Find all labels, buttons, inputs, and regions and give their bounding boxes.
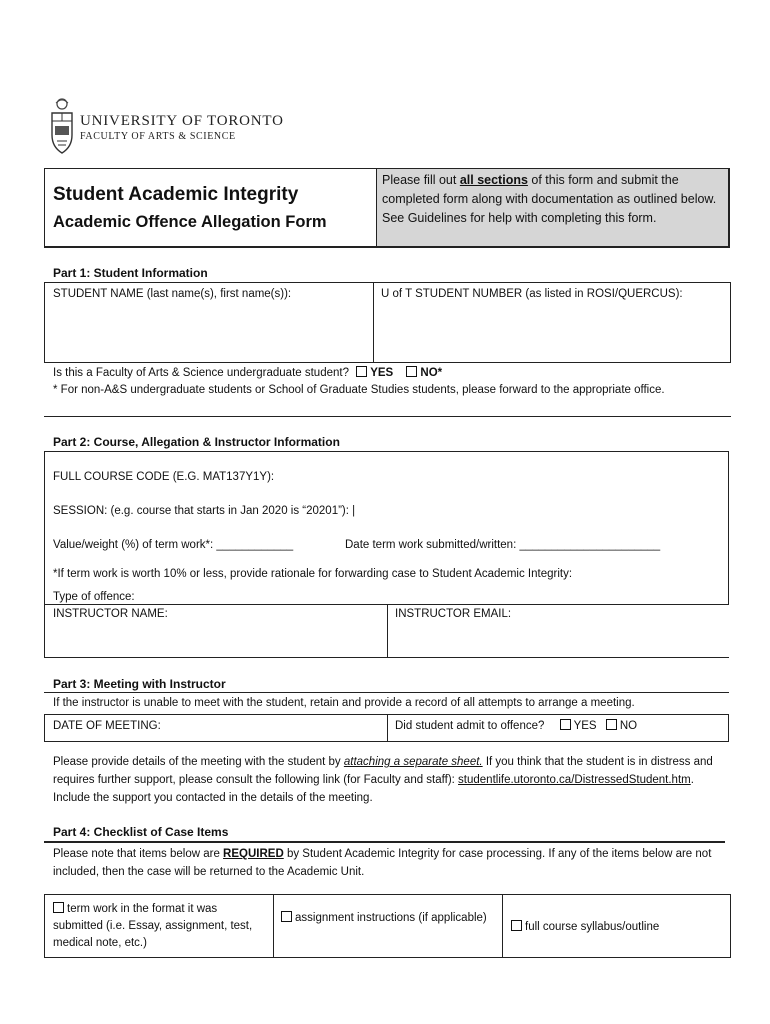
checkbox-icon[interactable]: [511, 920, 522, 931]
meeting-date-field[interactable]: DATE OF MEETING:: [53, 720, 161, 732]
faculty-name: FACULTY OF ARTS & SCIENCE: [80, 131, 236, 142]
separate-sheet-link[interactable]: attaching a separate sheet.: [343, 756, 483, 768]
checkbox-icon[interactable]: [53, 902, 64, 913]
weight-field[interactable]: Value/weight (%) of term work*: ____________: [53, 539, 294, 551]
instructor-name-field[interactable]: INSTRUCTOR NAME:: [53, 608, 168, 620]
part3-heading: Part 3: Meeting with Instructor: [53, 677, 226, 691]
instructor-email-field[interactable]: INSTRUCTOR EMAIL:: [395, 608, 512, 620]
course-code-field[interactable]: FULL COURSE CODE (E.G. MAT137Y1Y):: [53, 471, 275, 483]
part4-note: Please note that items below are REQUIRED by Student Academic Integrity for case processing. If any of the items below are not included, then the case will be returned to the Academic Unit.: [53, 848, 712, 878]
student-name-field[interactable]: STUDENT NAME (last name(s), first name(s)):: [53, 288, 292, 300]
part4-rule: [44, 841, 725, 843]
part1-bottom-rule: [44, 416, 731, 417]
university-name: UNIVERSITY OF TORONTO: [80, 113, 284, 129]
rationale-field[interactable]: *If term work is worth 10% or less, provide rationale for forwarding case to Student Academic Integrity:: [53, 568, 573, 580]
part3-intro: If the instructor is unable to meet with the student, retain and provide a record of all attempts to arrange a meeting.: [53, 697, 635, 709]
yes-checkbox[interactable]: [356, 366, 367, 377]
date-submitted-field[interactable]: Date term work submitted/written: ______________________: [345, 539, 661, 551]
admit-no-checkbox[interactable]: [606, 719, 617, 730]
no-label: NO*: [420, 367, 443, 379]
crest-icon: [50, 97, 74, 155]
part2-heading: Part 2: Course, Allegation & Instructor Information: [53, 435, 340, 449]
form-title: Student Academic Integrity: [53, 184, 299, 205]
yes-label: YES: [370, 367, 394, 379]
checklist-item-instructions[interactable]: assignment instructions (if applicable): [281, 910, 493, 927]
part3-rule: [44, 692, 729, 693]
part4-heading: Part 4: Checklist of Case Items: [53, 825, 229, 839]
form-title-box: [44, 168, 376, 248]
form-subtitle: Academic Offence Allegation Form: [53, 213, 327, 231]
instructions-text: Please fill out all sections of this form and submit the completed form along with documentation as outlined below. See Guidelines for help with completing this form.: [382, 173, 717, 225]
offence-type-field[interactable]: Type of offence:: [53, 591, 135, 603]
no-checkbox[interactable]: [406, 366, 417, 377]
student-number-field[interactable]: U of T STUDENT NUMBER (as listed in ROSI/QUERCUS):: [381, 288, 683, 300]
admit-question: Did student admit to offence? YES NO: [395, 720, 638, 732]
undergrad-question: Is this a Faculty of Arts & Science undergraduate student? YES NO*: [53, 367, 443, 379]
instructions-box: [376, 168, 730, 248]
university-logo: [50, 97, 310, 155]
admit-yes-checkbox[interactable]: [560, 719, 571, 730]
distressed-student-link[interactable]: studentlife.utoronto.ca/DistressedStudent.htm: [458, 774, 691, 786]
part1-heading: Part 1: Student Information: [53, 266, 208, 280]
admit-no-label: NO: [619, 720, 638, 732]
meeting-details-text: Please provide details of the meeting with the student by attaching a separate sheet. If you think that the student is in distress and requires further support, please consult the following link (for Faculty and staff): studentlife.utoronto.ca/DistressedStudent.htm. Include the support you contacted in the details of the meeting.: [53, 756, 713, 804]
admit-yes-label: YES: [573, 720, 597, 732]
undergrad-footnote: * For non-A&S undergraduate students or School of Graduate Studies students, please forward to the appropriate office.: [53, 384, 665, 396]
checklist-item-syllabus[interactable]: full course syllabus/outline: [511, 919, 723, 936]
session-field[interactable]: SESSION: (e.g. course that starts in Jan 2020 is “20201”): |: [53, 505, 356, 517]
checklist-item-term-work[interactable]: term work in the format it was submitted (i.e. Essay, assignment, test, medical note, etc.): [53, 903, 253, 949]
checklist-divider-1: [273, 894, 274, 958]
meeting-divider: [387, 714, 388, 742]
instructor-divider: [387, 604, 388, 658]
checkbox-icon[interactable]: [281, 911, 292, 922]
student-info-divider: [373, 282, 374, 363]
checklist-divider-2: [502, 894, 503, 958]
